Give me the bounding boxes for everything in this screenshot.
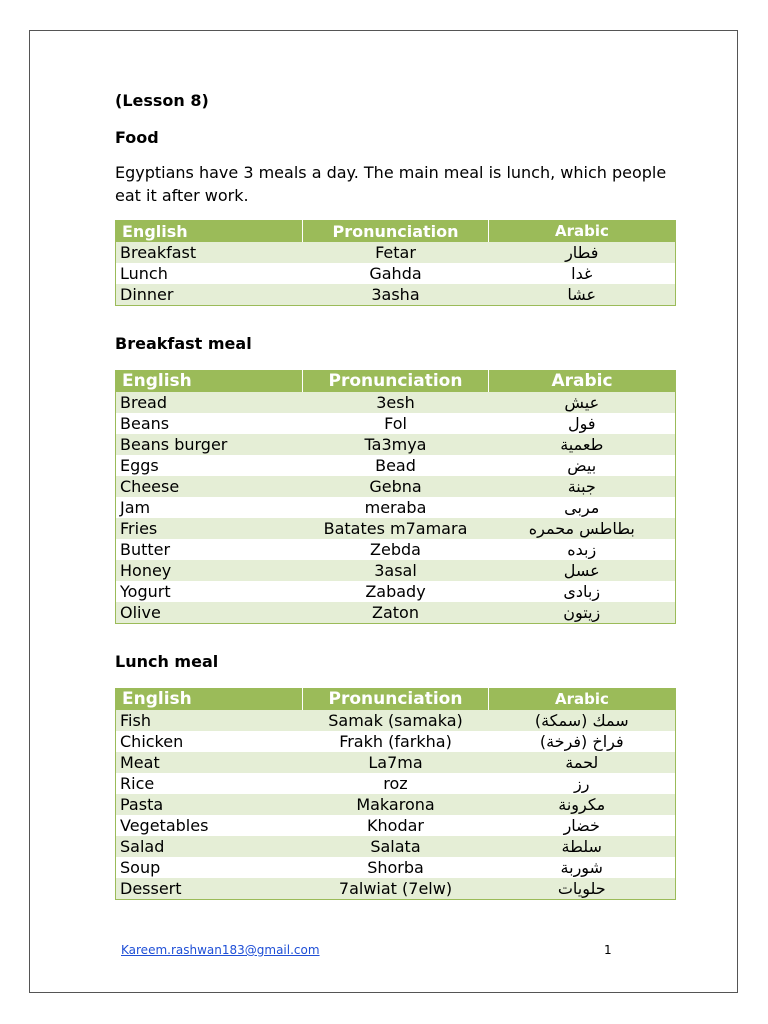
cell-english: Dinner — [116, 284, 303, 306]
breakfast-table-body — [116, 392, 676, 624]
cell-english: Olive — [116, 602, 303, 624]
table-row — [116, 284, 676, 306]
cell-english: Breakfast — [116, 242, 303, 263]
cell-pronunciation: Batates m7amara — [303, 518, 489, 539]
cell-arabic: فطار — [489, 242, 676, 263]
cell-english: Fish — [116, 710, 303, 731]
cell-arabic: حلويات — [489, 878, 676, 900]
cell-english: Chicken — [116, 731, 303, 752]
cell-arabic: غدا — [489, 263, 676, 284]
cell-english: Beans — [116, 413, 303, 434]
meals-table-body — [116, 242, 676, 306]
cell-pronunciation: 7alwiat (7elw) — [303, 878, 489, 900]
page-number: 1 — [604, 943, 612, 957]
cell-english: Jam — [116, 497, 303, 518]
table-row — [116, 581, 676, 602]
food-heading: Food — [115, 128, 159, 147]
cell-pronunciation: Makarona — [303, 794, 489, 815]
cell-pronunciation: Shorba — [303, 857, 489, 878]
cell-english: Rice — [116, 773, 303, 794]
table-row — [116, 560, 676, 581]
cell-pronunciation: Fol — [303, 413, 489, 434]
cell-arabic: سلطة — [489, 836, 676, 857]
header-english: English — [116, 371, 303, 393]
cell-pronunciation: 3esh — [303, 392, 489, 413]
header-pronunciation: Pronunciation — [303, 689, 489, 711]
document-page — [29, 30, 738, 993]
cell-arabic: لحمة — [489, 752, 676, 773]
cell-pronunciation: Gahda — [303, 263, 489, 284]
cell-english: Pasta — [116, 794, 303, 815]
table-row — [116, 815, 676, 836]
cell-english: Meat — [116, 752, 303, 773]
cell-pronunciation: roz — [303, 773, 489, 794]
table-row — [116, 242, 676, 263]
header-english: English — [116, 689, 303, 711]
header-english: English — [116, 221, 303, 243]
cell-pronunciation: Frakh (farkha) — [303, 731, 489, 752]
cell-english: Salad — [116, 836, 303, 857]
table-row — [116, 434, 676, 455]
document-content — [115, 91, 675, 900]
lunch-heading: Lunch meal — [115, 652, 219, 671]
lunch-table — [115, 688, 676, 900]
intro-paragraph: Egyptians have 3 meals a day. The main meal is lunch, which people eat it after work. — [115, 163, 667, 205]
cell-english: Lunch — [116, 263, 303, 284]
table-row — [116, 518, 676, 539]
lesson-title: (Lesson 8) — [115, 91, 209, 110]
table-row — [116, 455, 676, 476]
cell-arabic: زبده — [489, 539, 676, 560]
cell-pronunciation: 3asha — [303, 284, 489, 306]
cell-arabic: فول — [489, 413, 676, 434]
table-row — [116, 392, 676, 413]
table-header-row — [116, 221, 676, 243]
cell-pronunciation: Fetar — [303, 242, 489, 263]
header-arabic: Arabic — [489, 689, 676, 711]
header-arabic: Arabic — [489, 221, 676, 243]
cell-english: Fries — [116, 518, 303, 539]
cell-english: Butter — [116, 539, 303, 560]
cell-arabic: عيش — [489, 392, 676, 413]
header-pronunciation: Pronunciation — [303, 221, 489, 243]
table-row — [116, 857, 676, 878]
cell-english: Yogurt — [116, 581, 303, 602]
cell-english: Honey — [116, 560, 303, 581]
cell-pronunciation: Khodar — [303, 815, 489, 836]
cell-pronunciation: Ta3mya — [303, 434, 489, 455]
cell-arabic: رز — [489, 773, 676, 794]
cell-arabic: عسل — [489, 560, 676, 581]
cell-pronunciation: meraba — [303, 497, 489, 518]
cell-arabic: عشا — [489, 284, 676, 306]
cell-pronunciation: Zabady — [303, 581, 489, 602]
cell-arabic: مكرونة — [489, 794, 676, 815]
table-header-row — [116, 371, 676, 393]
page-footer — [121, 943, 612, 957]
table-header-row — [116, 689, 676, 711]
cell-arabic: شوربة — [489, 857, 676, 878]
cell-english: Cheese — [116, 476, 303, 497]
cell-english: Eggs — [116, 455, 303, 476]
cell-arabic: مربى — [489, 497, 676, 518]
cell-pronunciation: 3asal — [303, 560, 489, 581]
table-row — [116, 710, 676, 731]
cell-arabic: بطاطس محمره — [489, 518, 676, 539]
table-row — [116, 878, 676, 900]
table-row — [116, 602, 676, 624]
cell-english: Dessert — [116, 878, 303, 900]
cell-arabic: بيض — [489, 455, 676, 476]
cell-english: Vegetables — [116, 815, 303, 836]
cell-english: Bread — [116, 392, 303, 413]
cell-pronunciation: La7ma — [303, 752, 489, 773]
breakfast-table — [115, 370, 676, 624]
cell-pronunciation: Samak (samaka) — [303, 710, 489, 731]
table-row — [116, 476, 676, 497]
cell-pronunciation: Gebna — [303, 476, 489, 497]
cell-english: Beans burger — [116, 434, 303, 455]
cell-pronunciation: Zaton — [303, 602, 489, 624]
cell-arabic: جبنة — [489, 476, 676, 497]
table-row — [116, 773, 676, 794]
cell-pronunciation: Zebda — [303, 539, 489, 560]
table-row — [116, 836, 676, 857]
meals-table — [115, 220, 676, 306]
cell-arabic: فراخ (فرخة) — [489, 731, 676, 752]
table-row — [116, 413, 676, 434]
table-row — [116, 752, 676, 773]
header-arabic: Arabic — [489, 371, 676, 393]
cell-pronunciation: Salata — [303, 836, 489, 857]
cell-arabic: زبادى — [489, 581, 676, 602]
table-row — [116, 539, 676, 560]
breakfast-heading: Breakfast meal — [115, 334, 252, 353]
table-row — [116, 731, 676, 752]
cell-arabic: طعمية — [489, 434, 676, 455]
footer-email-link[interactable]: Kareem.rashwan183@gmail.com — [121, 943, 320, 957]
table-row — [116, 497, 676, 518]
cell-pronunciation: Bead — [303, 455, 489, 476]
cell-english: Soup — [116, 857, 303, 878]
cell-arabic: زيتون — [489, 602, 676, 624]
table-row — [116, 263, 676, 284]
cell-arabic: خضار — [489, 815, 676, 836]
cell-arabic: سمك (سمكة) — [489, 710, 676, 731]
lunch-table-body — [116, 710, 676, 900]
table-row — [116, 794, 676, 815]
header-pronunciation: Pronunciation — [303, 371, 489, 393]
